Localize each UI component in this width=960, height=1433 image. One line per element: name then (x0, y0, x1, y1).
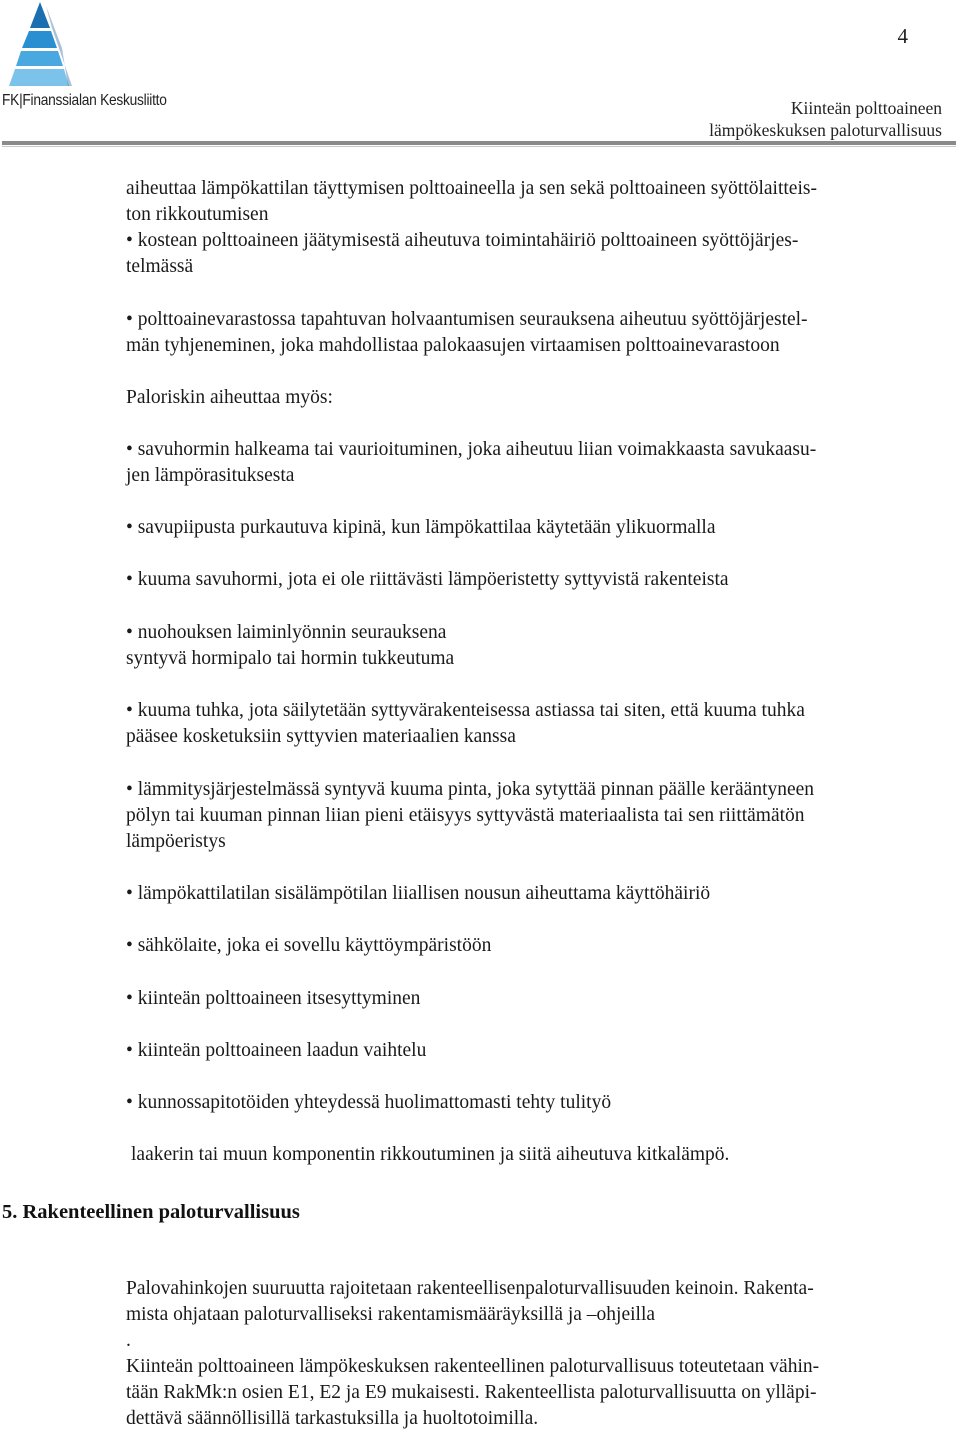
bullet-item (126, 515, 936, 541)
paragraph (126, 1276, 936, 1354)
text-line: • kuuma savuhormi, jota ei ole riittävästi lämpöeristetty syttyvistä rakenteista (126, 569, 729, 590)
bullet-item (126, 307, 936, 359)
text-line: • savupiipusta purkautuva kipinä, kun lämpökattilaa käytetään ylikuormalla (126, 517, 716, 538)
text-line: • polttoainevarastossa tapahtuvan holvaantumisen seurauksena aiheutuu syöttöjärjestel- (126, 309, 808, 330)
text-line: Palovahinkojen suuruutta rajoitetaan rakenteellisenpaloturvallisuuden keinoin. Rakenta- (126, 1278, 814, 1299)
text-line: laakerin tai muun komponentin rikkoutuminen ja siitä aiheutuva kitkalämpö. (131, 1144, 730, 1165)
text-line: . (126, 1330, 131, 1351)
page-number: 4 (897, 24, 908, 48)
paragraph (126, 1354, 936, 1432)
bullet-item (126, 933, 936, 959)
text-line: • kiinteän polttoaineen laadun vaihtelu (126, 1040, 427, 1061)
text-line: • kiinteän polttoaineen itsesyttyminen (126, 988, 421, 1009)
text-line: aiheuttaa lämpökattilan täyttymisen polttoaineella ja sen sekä polttoaineen syöttölaitteis- (126, 178, 817, 199)
bullet-item (126, 437, 936, 489)
text-line: • lämmitysjärjestelmässä syntyvä kuuma pinta, joka sytyttää pinnan päälle kerääntyneen (126, 779, 815, 800)
text-line: dettävä säännöllisillä tarkastuksilla ja huoltotoimilla. (126, 1408, 539, 1429)
header-rule (2, 141, 956, 145)
text-line: Kiinteän polttoaineen lämpökeskuksen rakenteellinen paloturvallisuus toteutetaan vähin- (126, 1356, 820, 1377)
bullet-item (126, 228, 936, 280)
bullet-item (126, 881, 936, 907)
running-header-line-2: lämpökeskuksen paloturvallisuus (709, 120, 942, 140)
text-line: Paloriskin aiheuttaa myös: (126, 387, 333, 408)
text-line: • savuhormin halkeama tai vaurioituminen, joka aiheutuu liian voimakkaasta savukaasu- (126, 439, 817, 460)
text-line: pölyn tai kuuman pinnan liian pieni etäisyys syttyvästä materiaalista tai sen riittämätön (126, 805, 805, 826)
section-heading: 5. Rakenteellinen paloturvallisuus (2, 1201, 300, 1223)
header-rule-thin (2, 146, 956, 147)
bullet-item (126, 1090, 936, 1116)
bullet-item (126, 620, 936, 672)
running-header (709, 97, 942, 141)
bullet-item (126, 986, 936, 1012)
logo-wordmark: FK|Finanssialan Keskusliitto (2, 92, 167, 109)
text-line: tään RakMk:n osien E1, E2 ja E9 mukaisesti. Rakenteellista paloturvallisuutta on ylläpi- (126, 1382, 817, 1403)
text-line: syntyvä hormipalo tai hormin tukkeutuma (126, 648, 455, 669)
text-line: telmässä (126, 256, 194, 277)
text-line: pääsee kosketuksiin syttyvien materiaalien kanssa (126, 726, 516, 747)
text-line: • kostean polttoaineen jäätymisestä aiheutuva toimintahäiriö polttoaineen syöttöjärjes- (126, 230, 799, 251)
text-line: • kuuma tuhka, jota säilytetään syttyvärakenteisessa astiassa tai siten, että kuuma tuhka (126, 700, 805, 721)
text-line: • kunnossapitotöiden yhteydessä huolimattomasti tehty tulityö (126, 1092, 612, 1113)
bullet-item (126, 777, 936, 855)
bullet-item (126, 1038, 936, 1064)
running-header-line-1: Kiinteän polttoaineen (790, 98, 942, 118)
list-item (131, 1142, 941, 1168)
text-line: mista ohjataan paloturvalliseksi rakentamismääräyksillä ja –ohjeilla (126, 1304, 656, 1325)
text-line: ton rikkoutumisen (126, 204, 269, 225)
text-line: lämpöeristys (126, 831, 226, 852)
intro-line (126, 385, 936, 411)
text-line: män tyhjeneminen, joka mahdollistaa palokaasujen virtaamisen polttoainevarastoon (126, 335, 780, 356)
text-line: jen lämpörasituksesta (126, 465, 295, 486)
text-line: • nuohouksen laiminlyönnin seurauksena (126, 622, 447, 643)
text-line: • lämpökattilatilan sisälämpötilan liiallisen nousun aiheuttama käyttöhäiriö (126, 883, 711, 904)
text-line: • sähkölaite, joka ei sovellu käyttöympäristöön (126, 935, 492, 956)
paragraph-continuation (126, 176, 936, 228)
bullet-item (126, 698, 936, 750)
bullet-item (126, 567, 936, 593)
